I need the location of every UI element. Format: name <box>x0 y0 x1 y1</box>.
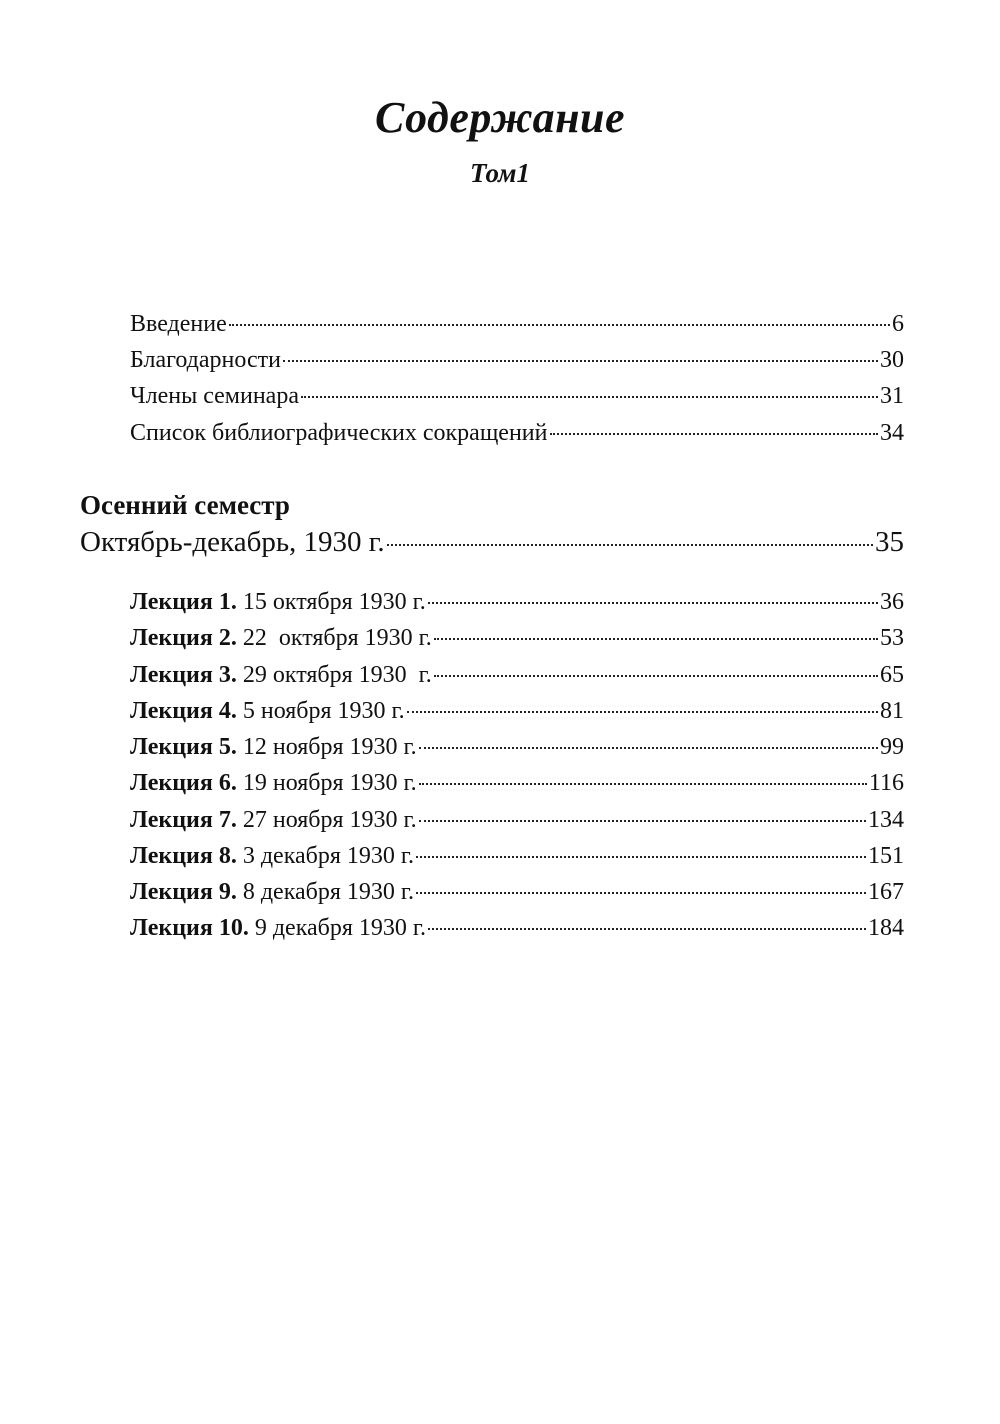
toc-entry-page: 30 <box>880 347 904 373</box>
toc-entry-lecture-1[interactable] <box>130 589 904 616</box>
semester-heading: Осенний семестр <box>80 490 290 520</box>
dot-leader <box>416 892 866 894</box>
dot-leader <box>428 928 866 930</box>
dot-leader <box>419 820 866 822</box>
toc-entry-lecture-6[interactable] <box>130 770 904 797</box>
dot-leader <box>387 544 873 546</box>
toc-entry-page: 65 <box>880 662 904 688</box>
toc-entry-lecture-10[interactable] <box>130 915 904 942</box>
lecture-date: 27 ноября 1930 г. <box>242 807 417 833</box>
dot-leader <box>550 433 879 435</box>
lecture-date: 15 октября 1930 г. <box>242 589 426 615</box>
dot-leader <box>419 747 878 749</box>
toc-entry-page: 53 <box>880 625 904 651</box>
toc-entry-acknowledgements[interactable] <box>130 347 904 374</box>
toc-entry-page: 116 <box>868 770 904 796</box>
lecture-date: 12 ноября 1930 г. <box>242 734 417 760</box>
lecture-number: Лекция 10. <box>130 915 249 941</box>
dot-leader <box>434 638 878 640</box>
lecture-number: Лекция 1. <box>130 589 237 615</box>
page-title: Содержание <box>374 93 626 142</box>
toc-entry-label: Октябрь-декабрь, 1930 г. <box>80 526 385 558</box>
lecture-number: Лекция 4. <box>130 698 237 724</box>
toc-entry-lecture-4[interactable] <box>130 698 904 725</box>
toc-entry-label: Введение <box>130 311 227 337</box>
lecture-number: Лекция 2. <box>130 625 237 651</box>
lecture-date: 29 октября 1930 г. <box>242 662 432 688</box>
lecture-number: Лекция 5. <box>130 734 237 760</box>
toc-entry-label: Благодарности <box>130 347 281 373</box>
toc-entry-introduction[interactable] <box>130 311 904 338</box>
toc-entry-lecture-3[interactable] <box>130 662 904 689</box>
toc-entry-semester-period[interactable] <box>80 526 904 559</box>
lecture-number: Лекция 9. <box>130 879 237 905</box>
lecture-date: 9 декабря 1930 г. <box>254 915 427 941</box>
dot-leader <box>428 602 878 604</box>
dot-leader <box>229 324 890 326</box>
lecture-number: Лекция 3. <box>130 662 237 688</box>
dot-leader <box>301 396 878 398</box>
toc-entry-page: 6 <box>892 311 904 337</box>
dot-leader <box>434 675 878 677</box>
toc-entry-lecture-8[interactable] <box>130 843 904 870</box>
toc-entry-seminar-members[interactable] <box>130 383 904 410</box>
dot-leader <box>407 711 878 713</box>
lecture-number: Лекция 6. <box>130 770 237 796</box>
toc-entry-page: 99 <box>880 734 904 760</box>
toc-entry-lecture-2[interactable] <box>130 625 904 652</box>
toc-entry-label: Члены семинара <box>130 383 299 409</box>
dot-leader <box>283 360 878 362</box>
lecture-date: 5 ноября 1930 г. <box>242 698 405 724</box>
dot-leader <box>419 783 867 785</box>
lecture-date: 3 декабря 1930 г. <box>242 843 415 869</box>
toc-entry-page: 31 <box>880 383 904 409</box>
toc-entry-page: 34 <box>880 420 904 446</box>
volume-subtitle: Том1 <box>470 158 530 188</box>
toc-entry-label: Список библиографических сокращений <box>130 420 548 446</box>
lecture-date: 22 октября 1930 г. <box>242 625 432 651</box>
toc-entry-page: 184 <box>868 915 904 941</box>
toc-entry-lecture-9[interactable] <box>130 879 904 906</box>
dot-leader <box>416 856 866 858</box>
lecture-date: 19 ноября 1930 г. <box>242 770 417 796</box>
toc-entry-page: 151 <box>868 843 904 869</box>
toc-entry-page: 134 <box>868 807 904 833</box>
lecture-number: Лекция 8. <box>130 843 237 869</box>
lecture-number: Лекция 7. <box>130 807 237 833</box>
toc-entry-page: 81 <box>880 698 904 724</box>
toc-entry-page: 36 <box>880 589 904 615</box>
toc-entry-page: 35 <box>875 526 904 558</box>
lecture-date: 8 декабря 1930 г. <box>242 879 415 905</box>
toc-entry-lecture-7[interactable] <box>130 807 904 834</box>
toc-entry-page: 167 <box>868 879 904 905</box>
toc-entry-lecture-5[interactable] <box>130 734 904 761</box>
toc-entry-abbreviations[interactable] <box>130 420 904 447</box>
